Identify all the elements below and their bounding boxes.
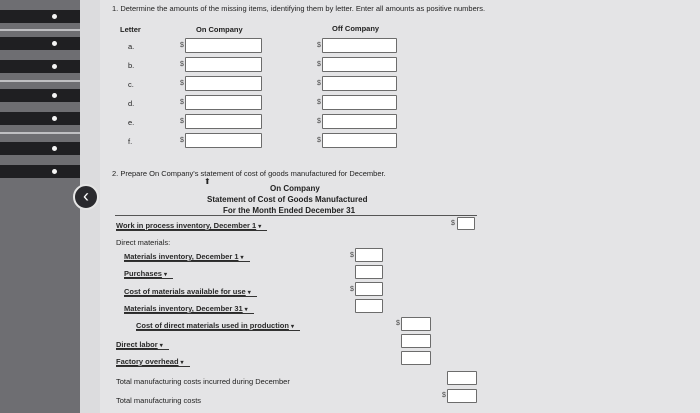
back-button[interactable]: [73, 184, 99, 210]
sidebar-item[interactable]: [0, 142, 80, 155]
sidebar-item[interactable]: [0, 89, 80, 102]
wip-select[interactable]: Work in process inventory, December 1 ▾: [116, 221, 267, 231]
currency-symbol: $: [317, 42, 321, 49]
direct-labor-select[interactable]: Direct labor ▾: [116, 340, 169, 350]
on-company-input[interactable]: [185, 57, 262, 72]
materials-inventory-begin-select[interactable]: Materials inventory, December 1 ▾: [124, 252, 250, 262]
off-company-input[interactable]: [322, 95, 397, 110]
chevron-down-icon: ▾: [247, 290, 251, 296]
currency-symbol: $: [317, 61, 321, 68]
divider: [0, 29, 80, 31]
question-2-prompt: 2. Prepare On Company's statement of cost of goods manufactured for December.: [112, 169, 386, 178]
bullet-icon: [52, 41, 57, 46]
question-panel: [100, 0, 700, 413]
sidebar-item[interactable]: [0, 60, 80, 73]
row-letter: f.: [128, 137, 133, 146]
on-company-input[interactable]: [185, 114, 262, 129]
currency-symbol: $: [350, 252, 354, 259]
factory-overhead-input[interactable]: [401, 351, 431, 365]
row-letter: d.: [128, 99, 135, 108]
chevron-down-icon: ▾: [240, 255, 244, 261]
direct-materials-label: Direct materials:: [116, 238, 171, 247]
sidebar-item[interactable]: [0, 10, 80, 23]
chevron-down-icon: ▾: [290, 324, 294, 330]
statement-title: Statement of Cost of Goods Manufactured: [207, 195, 368, 204]
off-company-input[interactable]: [322, 114, 397, 129]
total-costs-input[interactable]: [447, 389, 477, 403]
bullet-icon: [52, 169, 57, 174]
column-header-on-company: On Company: [196, 25, 243, 34]
on-company-input[interactable]: [185, 76, 262, 91]
bullet-icon: [52, 146, 57, 151]
currency-symbol: $: [180, 137, 184, 144]
currency-symbol: $: [180, 118, 184, 125]
cost-available-input[interactable]: [355, 282, 383, 296]
on-company-input[interactable]: [185, 133, 262, 148]
on-company-input[interactable]: [185, 95, 262, 110]
currency-symbol: $: [451, 220, 455, 227]
factory-overhead-select[interactable]: Factory overhead ▾: [116, 357, 190, 367]
materials-inventory-end-input[interactable]: [355, 299, 383, 313]
currency-symbol: $: [442, 392, 446, 399]
bullet-icon: [52, 64, 57, 69]
statement-company: On Company: [270, 184, 320, 193]
bullet-icon: [52, 14, 57, 19]
sidebar: [0, 0, 80, 413]
currency-symbol: $: [317, 80, 321, 87]
wip-input[interactable]: [457, 217, 475, 230]
divider: [0, 80, 80, 82]
divider: [115, 215, 477, 216]
on-company-input[interactable]: [185, 38, 262, 53]
currency-symbol: $: [396, 320, 400, 327]
off-company-input[interactable]: [322, 133, 397, 148]
row-letter: c.: [128, 80, 134, 89]
total-incurred-input[interactable]: [447, 371, 477, 385]
off-company-input[interactable]: [322, 57, 397, 72]
purchases-select[interactable]: Purchases ▾: [124, 269, 173, 279]
row-letter: b.: [128, 61, 135, 70]
off-company-input[interactable]: [322, 38, 397, 53]
question-1-prompt: 1. Determine the amounts of the missing items, identifying them by letter. Enter all amounts as positive numbers.: [112, 4, 486, 13]
direct-labor-input[interactable]: [401, 334, 431, 348]
currency-symbol: $: [350, 286, 354, 293]
currency-symbol: $: [317, 99, 321, 106]
total-costs-label: Total manufacturing costs: [116, 396, 202, 405]
materials-inventory-begin-input[interactable]: [355, 248, 383, 262]
chevron-down-icon: ▾: [163, 272, 167, 278]
chevron-left-icon: ‹: [83, 186, 89, 206]
purchases-input[interactable]: [355, 265, 383, 279]
off-company-input[interactable]: [322, 76, 397, 91]
divider: [0, 132, 80, 134]
column-header-off-company: Off Company: [332, 24, 380, 33]
sidebar-item[interactable]: [0, 37, 80, 50]
total-incurred-label: Total manufacturing costs incurred during December: [116, 377, 290, 386]
chevron-down-icon: ▾: [159, 343, 163, 349]
direct-materials-used-select[interactable]: Cost of direct materials used in production ▾: [136, 321, 300, 331]
column-header-letter: Letter: [120, 25, 141, 34]
cost-available-select[interactable]: Cost of materials available for use ▾: [124, 287, 257, 297]
sidebar-item[interactable]: [0, 165, 80, 178]
currency-symbol: $: [317, 137, 321, 144]
chevron-down-icon: ▾: [180, 360, 184, 366]
cursor-icon: ⬆: [204, 177, 211, 186]
currency-symbol: $: [180, 61, 184, 68]
chevron-down-icon: ▾: [258, 224, 262, 230]
bullet-icon: [52, 93, 57, 98]
currency-symbol: $: [180, 80, 184, 87]
direct-materials-used-input[interactable]: [401, 317, 431, 331]
materials-inventory-end-select[interactable]: Materials inventory, December 31 ▾: [124, 304, 254, 314]
currency-symbol: $: [317, 118, 321, 125]
chevron-down-icon: ▾: [244, 307, 248, 313]
sidebar-item[interactable]: [0, 112, 80, 125]
currency-symbol: $: [180, 99, 184, 106]
bullet-icon: [52, 116, 57, 121]
row-letter: a.: [128, 42, 135, 51]
currency-symbol: $: [180, 42, 184, 49]
statement-period: For the Month Ended December 31: [223, 206, 356, 215]
row-letter: e.: [128, 118, 135, 127]
